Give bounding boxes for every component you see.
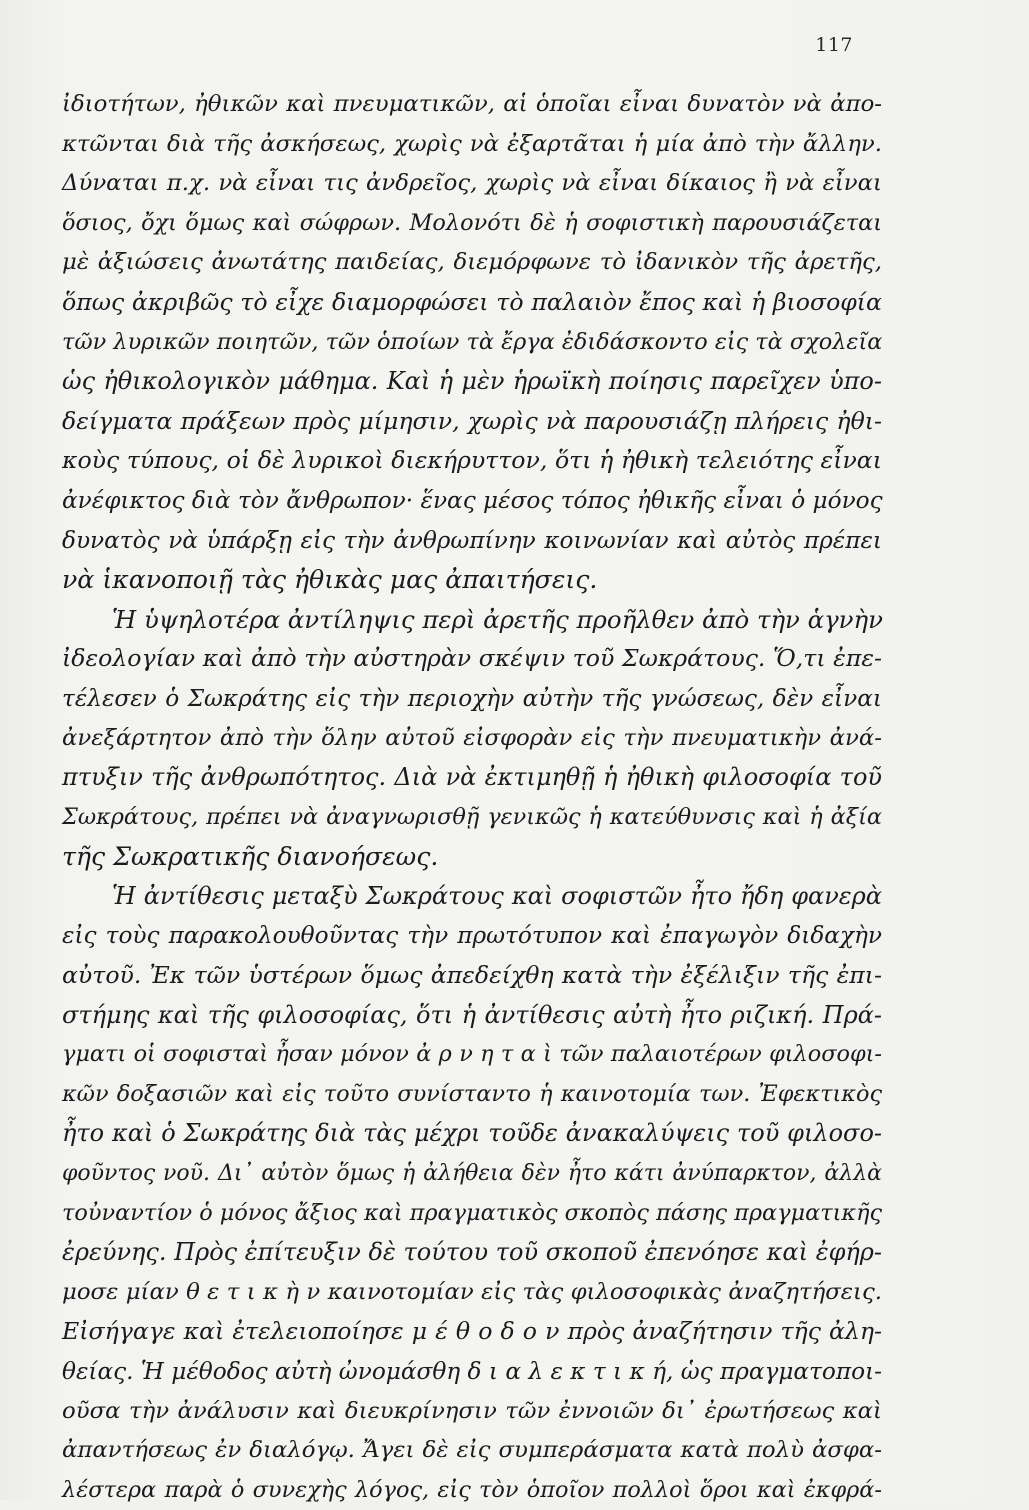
text-line: πτυξιν τῆς ἀνθρωπότητος. Διὰ νὰ ἐκτιμηθῇ ἡ ἠθικὴ φιλοσοφία τοῦ <box>62 763 882 792</box>
text-line: εἰς τοὺς παρακολουθοῦντας τὴν πρωτότυπον καὶ ἐπαγωγὸν διδαχὴν <box>62 922 882 950</box>
text-line: μὲ ἀξιώσεις ἀνωτάτης παιδείας, διεμόρφωνε τὸ ἰδανικὸν τῆς ἀρετῆς, <box>62 249 882 276</box>
text-line: ὅσιος, ὄχι ὅμως καὶ σώφρων. Μολονότι δὲ ἡ σοφιστικὴ παρουσιάζεται <box>62 209 882 236</box>
text-line: τῶν λυρικῶν ποιητῶν, τῶν ὁποίων τὰ ἔργα ἐδιδάσκοντο εἰς τὰ σχολεῖα <box>62 328 883 355</box>
text-line: ἀνέφικτος διὰ τὸν ἄνθρωπον· ἕνας μέσος τόπος ἠθικῆς εἶναι ὁ μόνος <box>62 486 883 514</box>
text-line: φοῦντος νοῦ. Δι᾽ αὐτὸν ὅμως ἡ ἀλήθεια δὲν ἦτο κάτι ἀνύπαρκτον, ἀλλὰ <box>62 1161 882 1187</box>
text-line: θείας. Ἡ μέθοδος αὐτὴ ὠνομάσθη δ ι α λ ε κ τ ι κ ή, ὡς πραγματοποι- <box>62 1358 882 1385</box>
body-text <box>62 85 882 1510</box>
text-line: δείγματα πράξεων πρὸς μίμησιν, χωρὶς νὰ παρουσιάζῃ πλήρεις ἠθι- <box>62 406 882 435</box>
text-line: τέλεσεν ὁ Σωκράτης εἰς τὴν περιοχὴν αὐτὴν τῆς γνώσεως, δὲν εἶναι <box>62 684 882 712</box>
text-line: τοὐναντίον ὁ μόνος ἄξιος καὶ πραγματικὸς σκοπὸς πάσης πραγματικῆς <box>62 1199 883 1226</box>
text-line: γματι οἱ σοφισταὶ ἦσαν μόνον ἀ ρ ν η τ α ὶ τῶν παλαιοτέρων φιλοσοφι- <box>62 1041 882 1068</box>
text-line: κῶν δοξασιῶν καὶ εἰς τοῦτο συνίσταντο ἡ καινοτομία των. Ἐφεκτικὸς <box>62 1080 882 1107</box>
text-line: ἰδιοτήτων, ἠθικῶν καὶ πνευματικῶν, αἱ ὁποῖαι εἶναι δυνατὸν νὰ ἀπο- <box>62 91 882 117</box>
text-line: ἀνεξάρτητον ἀπὸ τὴν ὅλην αὐτοῦ εἰσφορὰν εἰς τὴν πνευματικὴν ἀνά- <box>62 724 882 751</box>
text-line: κτῶνται διὰ τῆς ἀσκήσεως, χωρὶς νὰ ἐξαρτᾶται ἡ μία ἀπὸ τὴν ἄλλην. <box>62 130 882 157</box>
page-number: 117 <box>815 34 853 56</box>
text-line: Ἡ ὑψηλοτέρα ἀντίληψις περὶ ἀρετῆς προῆλθεν ἀπὸ τὴν ἁγνὴν <box>112 604 883 634</box>
text-line: ἀπαντήσεως ἐν διαλόγῳ. Ἄγει δὲ εἰς συμπεράσματα κατὰ πολὺ ἀσφα- <box>62 1437 882 1464</box>
text-line: Εἰσήγαγε καὶ ἐτελειοποίησε μ έ θ ο δ ο ν πρὸς ἀναζήτησιν τῆς ἀλη- <box>62 1317 882 1346</box>
text-line: κοὺς τύπους, οἱ δὲ λυρικοὶ διεκήρυττον, ὅτι ἡ ἠθικὴ τελειότης εἶναι <box>62 446 882 475</box>
text-line: ὅπως ἀκριβῶς τὸ εἶχε διαμορφώσει τὸ παλαιὸν ἔπος καὶ ἡ βιοσοφία <box>62 287 882 316</box>
text-line: λέστερα παρὰ ὁ συνεχὴς λόγος, εἰς τὸν ὁποῖον πολλοὶ ὅροι καὶ ἐκφρά- <box>62 1476 882 1503</box>
text-line: Ἡ ἀντίθεσις μεταξὺ Σωκράτους καὶ σοφιστῶν ἦτο ἤδη φανερὰ <box>112 881 882 910</box>
text-line: Δύναται π.χ. νὰ εἶναι τις ἀνδρεῖος, χωρὶς νὰ εἶναι δίκαιος ἢ νὰ εἶναι <box>62 170 882 197</box>
text-line: τῆς Σωκρατικῆς διανοήσεως. <box>62 842 439 872</box>
text-line: ἰδεολογίαν καὶ ἀπὸ τὴν αὐστηρὰν σκέψιν τοῦ Σωκράτους. Ὅ,τι ἐπε- <box>62 644 882 673</box>
text-line: Σωκράτους, πρέπει νὰ ἀναγνωρισθῇ γενικῶς ἡ κατεύθυνσις καὶ ἡ ἀξία <box>62 803 882 830</box>
text-line: ἐρεύνης. Πρὸς ἐπίτευξιν δὲ τούτου τοῦ σκοποῦ ἐπενόησε καὶ ἐφήρ- <box>62 1238 882 1267</box>
text-line: ὡς ἠθικολογικὸν μάθημα. Καὶ ἡ μὲν ἡρωϊκὴ ποίησις παρεῖχεν ὑπο- <box>62 367 882 396</box>
text-line: μοσε μίαν θ ε τ ι κ ὴ ν καινοτομίαν εἰς τὰς φιλοσοφικὰς ἀναζητήσεις. <box>62 1278 882 1305</box>
text-line: ἦτο καὶ ὁ Σωκράτης διὰ τὰς μέχρι τοῦδε ἀνακαλύψεις τοῦ φιλοσο- <box>62 1119 882 1148</box>
text-line: δυνατὸς νὰ ὑπάρξῃ εἰς τὴν ἀνθρωπίνην κοινωνίαν καὶ αὐτὸς πρέπει <box>62 526 882 554</box>
text-line: νὰ ἱκανοποιῇ τὰς ἠθικὰς μας ἀπαιτήσεις. <box>62 565 598 595</box>
text-line: οῦσα τὴν ἀνάλυσιν καὶ διευκρίνησιν τῶν ἐννοιῶν δι᾽ ἐρωτήσεως καὶ <box>62 1397 882 1424</box>
text-line: αὐτοῦ. Ἐκ τῶν ὑστέρων ὅμως ἀπεδείχθη κατὰ τὴν ἐξέλιξιν τῆς ἐπι- <box>62 961 882 990</box>
text-line: στήμης καὶ τῆς φιλοσοφίας, ὅτι ἡ ἀντίθεσις αὐτὴ ἦτο ριζική. Πρά- <box>62 1000 882 1029</box>
